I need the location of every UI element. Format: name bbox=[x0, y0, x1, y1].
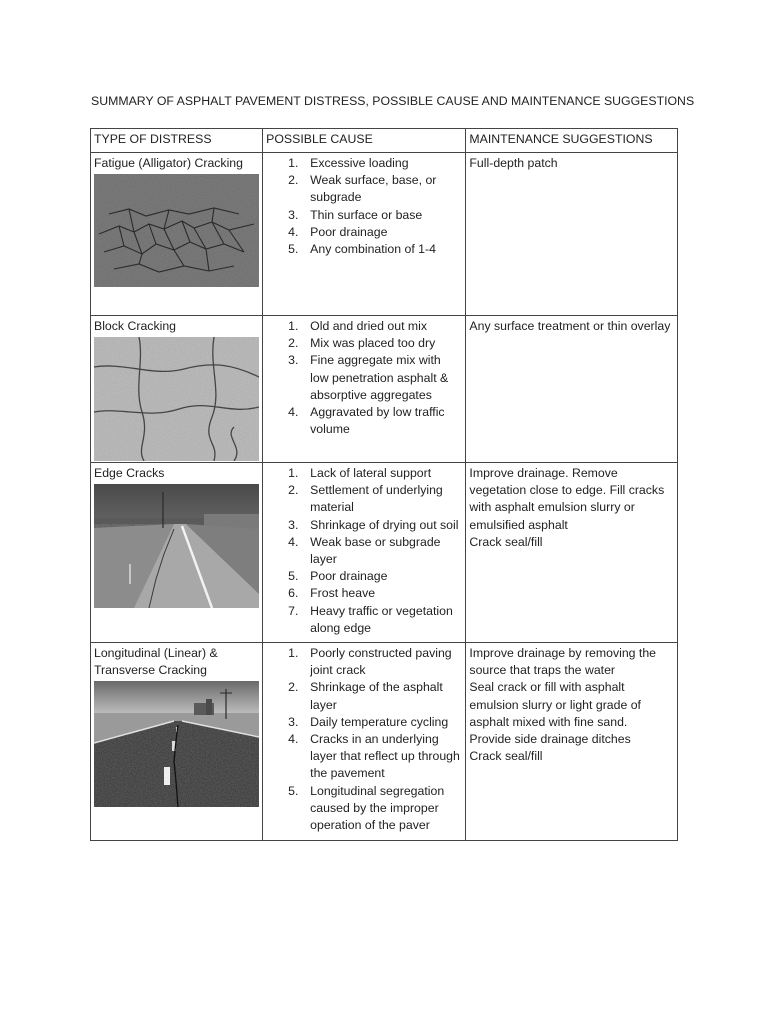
list-item: 2. Weak surface, base, or subgrade bbox=[288, 173, 437, 205]
document-title: SUMMARY OF ASPHALT PAVEMENT DISTRESS, POSSIBLE CAUSE AND MAINTENANCE SUGGESTIONS bbox=[91, 94, 695, 108]
maintenance-text: Full-depth patch bbox=[469, 156, 558, 170]
cause-list bbox=[266, 645, 462, 834]
distress-type-label: Edge Cracks bbox=[94, 466, 165, 480]
distress-type-label: Block Cracking bbox=[94, 319, 177, 333]
distress-type-cell bbox=[91, 643, 263, 841]
list-item: 1. Lack of lateral support bbox=[288, 466, 432, 480]
list-item: 4. Aggravated by low traffic volume bbox=[288, 405, 445, 437]
possible-cause-cell bbox=[263, 463, 466, 643]
table-row bbox=[91, 463, 678, 643]
block-cracking-photo bbox=[94, 337, 259, 461]
distress-type-label: Fatigue (Alligator) Cracking bbox=[94, 156, 243, 170]
cause-list bbox=[266, 155, 462, 258]
table-row bbox=[91, 316, 678, 463]
distress-type-label: Longitudinal (Linear) & Transverse Cracking bbox=[94, 646, 218, 678]
list-item: 5. Poor drainage bbox=[288, 569, 388, 584]
maintenance-text: Any surface treatment or thin overlay bbox=[469, 319, 671, 333]
list-item: 4. Poor drainage bbox=[288, 224, 388, 239]
list-item: 3. Fine aggregate mix with low penetration asphalt & absorptive aggregates bbox=[288, 353, 449, 402]
list-item: 1. Poorly constructed paving joint crack bbox=[288, 646, 452, 678]
distress-type-cell bbox=[91, 463, 263, 643]
list-item: 5. Longitudinal segregation caused by the improper operation of the paver bbox=[288, 783, 445, 833]
list-item: 3. Daily temperature cycling bbox=[288, 714, 449, 729]
distress-type-cell bbox=[91, 316, 263, 463]
list-item: 4. Cracks in an underlying layer that reflect up through the pavement bbox=[288, 732, 460, 781]
longitudinal-cracking-photo bbox=[94, 681, 259, 807]
possible-cause-cell bbox=[263, 153, 466, 316]
list-item: 2. Shrinkage of the asphalt layer bbox=[288, 680, 443, 712]
maintenance-cell bbox=[466, 316, 678, 463]
table-row bbox=[91, 153, 678, 316]
maintenance-text: Improve drainage by removing the source that traps the water Seal crack or fill with asphalt emulsion slurry or light grade of asphalt mixed with fine sand. Provide side drainage ditches Crack seal/fill bbox=[469, 646, 657, 764]
maintenance-cell bbox=[466, 153, 678, 316]
list-item: 3. Thin surface or base bbox=[288, 207, 423, 222]
maintenance-cell bbox=[466, 643, 678, 841]
list-item: 6. Frost heave bbox=[288, 586, 376, 601]
header-maintenance-suggestions: MAINTENANCE SUGGESTIONS bbox=[466, 129, 678, 153]
cause-list bbox=[266, 465, 462, 637]
header-possible-cause: POSSIBLE CAUSE bbox=[263, 129, 466, 153]
table-header-row bbox=[91, 129, 678, 153]
list-item: 1. Old and dried out mix bbox=[288, 319, 428, 333]
distress-table bbox=[90, 128, 678, 841]
maintenance-cell bbox=[466, 463, 678, 643]
cause-list bbox=[266, 318, 462, 438]
list-item: 2. Settlement of underlying material bbox=[288, 483, 443, 515]
list-item: 2. Mix was placed too dry bbox=[288, 336, 436, 351]
edge-cracks-photo bbox=[94, 484, 259, 608]
possible-cause-cell bbox=[263, 643, 466, 841]
list-item: 7. Heavy traffic or vegetation along edge bbox=[288, 603, 453, 635]
fatigue-cracking-photo bbox=[94, 174, 259, 287]
header-type-of-distress: TYPE OF DISTRESS bbox=[91, 129, 263, 153]
distress-type-cell bbox=[91, 153, 263, 316]
maintenance-text: Improve drainage. Remove vegetation close to edge. Fill cracks with asphalt emulsion slurry or emulsified asphalt Crack seal/fill bbox=[469, 466, 665, 549]
list-item: 5. Any combination of 1-4 bbox=[288, 242, 436, 257]
possible-cause-cell bbox=[263, 316, 466, 463]
list-item: 3. Shrinkage of drying out soil bbox=[288, 517, 459, 532]
list-item: 1. Excessive loading bbox=[288, 156, 409, 170]
list-item: 4. Weak base or subgrade layer bbox=[288, 534, 441, 567]
table-row bbox=[91, 643, 678, 841]
